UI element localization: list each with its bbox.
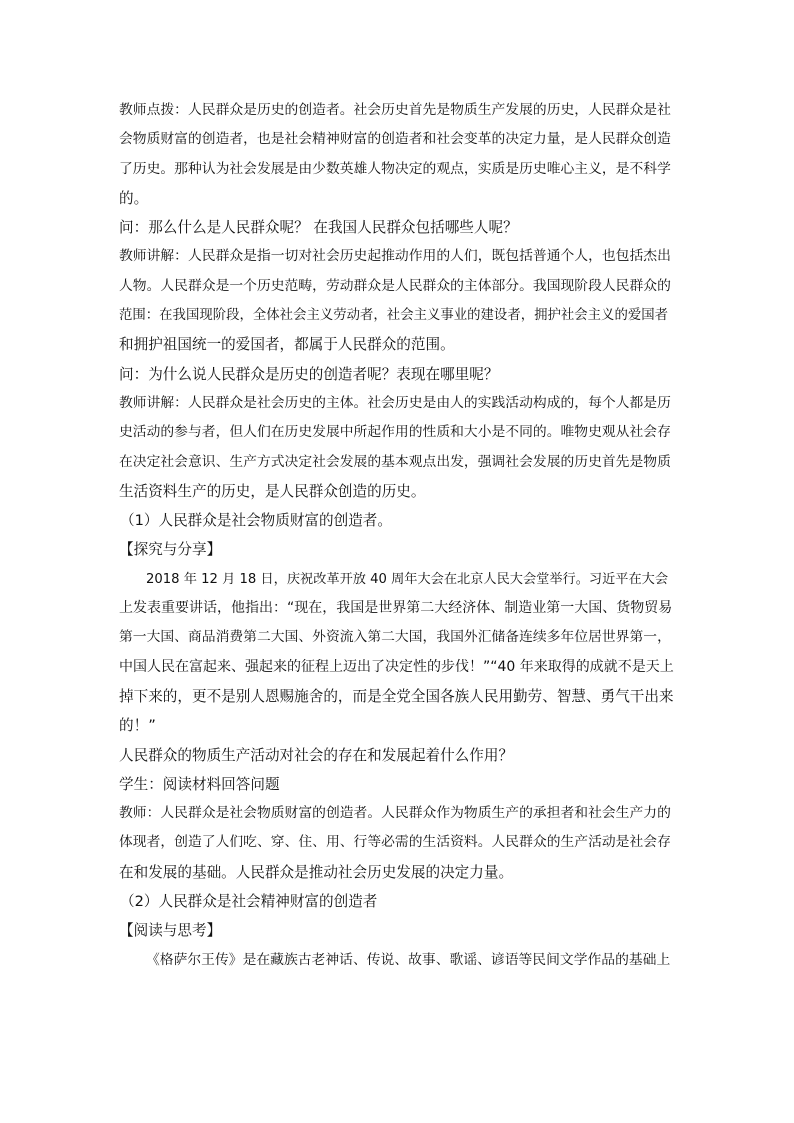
text-line: 在决定社会意识、生产方式决定社会发展的基本观点出发，强调社会发展的历史首先是物质 [119, 453, 671, 470]
text-line: 的。 [119, 189, 149, 207]
text-line: 教师讲解：人民群众是社会历史的主体。社会历史是由人的实践活动构成的，每个人都是历 [119, 394, 671, 411]
text-line: 掉下来的，更不是别人恩赐施舍的，而是全党全国各族人民用勤劳、智慧、勇气干出来 [119, 687, 674, 705]
text-line: 范围：在我国现阶段，全体社会主义劳动者，社会主义事业的建设者，拥护社会主义的爱国者 [119, 308, 669, 324]
text-line: 上发表重要讲话，他指出：“现在，我国是世界第二大经济体、制造业第一大国、货物贸易 [119, 600, 673, 617]
question-line: 问：为什么说人民群众是历史的创造者呢？表现在哪里呢？ [119, 365, 499, 383]
activity-heading: 【阅读与思考】 [119, 922, 222, 940]
section-heading: （2）人民群众是社会精神财富的创造者 [120, 893, 378, 911]
section-heading: （1）人民群众是社会物质财富的创造者。 [120, 512, 392, 530]
question-line: 人民群众的物质生产活动对社会的存在和发展起着什么作用？ [119, 746, 514, 764]
text-line: 体现者，创造了人们吃、穿、住、用、行等必需的生活资料。人民群众的生产活动是社会存 [119, 834, 671, 851]
text-line: 在和发展的基础。人民群众是推动社会历史发展的决定力量。 [119, 863, 514, 881]
text-line: 会物质财富的创造者，也是社会精神财富的创造者和社会变革的决定力量，是人民群众创造 [119, 131, 671, 148]
text-line: 《格萨尔王传》是在藏族古老神话、传说、故事、歌谣、谚语等民间文学作品的基础上 [146, 951, 671, 968]
text-line: 第一大国、商品消费第二大国、外资流入第二大国，我国外汇储备连续多年位居世界第一， [119, 629, 671, 646]
text-line: 学生：阅读材料回答问题 [119, 775, 280, 793]
document-body [119, 96, 675, 975]
text-line: 2018 年 12 月 18 日，庆祝改革开放 40 周年大会在北京人民大会堂举行。习近平在大会 [146, 571, 669, 587]
text-line: 中国人民在富起来、强起来的征程上迈出了决定性的步伐！”“40 年来取得的成就不是天上 [119, 658, 674, 675]
text-line: 人物。人民群众是一个历史范畴，劳动群众是人民群众的主体部分。我国现阶段人民群众的 [119, 277, 671, 294]
text-line: 生活资料生产的历史，是人民群众创造的历史。 [119, 482, 426, 500]
text-line: 教师讲解：人民群众是指一切对社会历史起推动作用的人们，既包括普通个人，也包括杰出 [119, 248, 671, 265]
text-line: 教师：人民群众是社会物质财富的创造者。人民群众作为物质生产的承担者和社会生产力的 [119, 805, 671, 822]
text-line: 史活动的参与者，但人们在历史发展中所起作用的性质和大小是不同的。唯物史观从社会存 [119, 424, 671, 441]
question-line: 问：那么什么是人民群众呢？ 在我国人民群众包括哪些人呢？ [119, 219, 518, 237]
activity-heading: 【探究与分享】 [119, 541, 222, 559]
text-line: 和拥护祖国统一的爱国者，都属于人民群众的范围。 [119, 336, 455, 354]
text-line: 的！” [119, 717, 156, 735]
text-line: 了历史。那种认为社会发展是由少数英雄人物决定的观点，实质是历史唯心主义，是不科学 [119, 160, 671, 177]
text-line: 教师点拨：人民群众是历史的创造者。社会历史首先是物质生产发展的历史，人民群众是社 [119, 102, 671, 118]
